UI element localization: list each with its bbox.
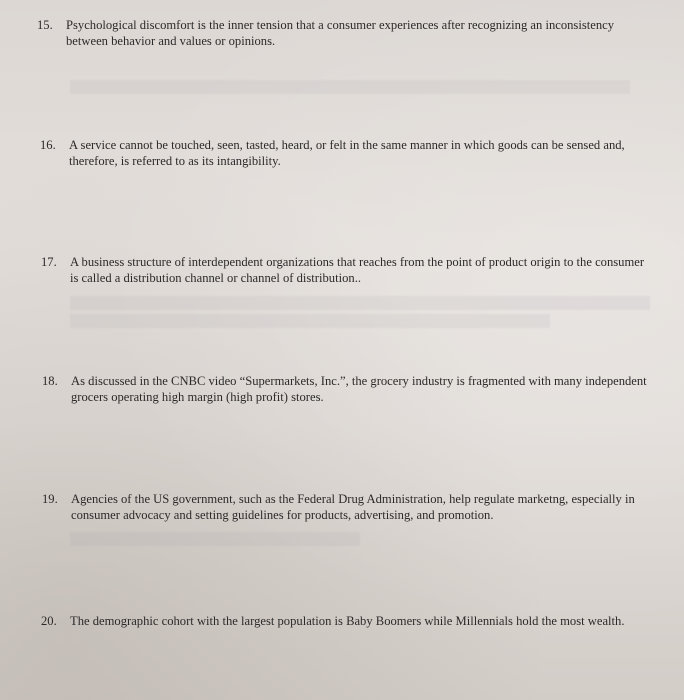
question-text <box>69 137 625 169</box>
question-number: 19. <box>42 492 58 506</box>
show-through-text <box>70 314 550 328</box>
question-number: 15. <box>37 18 53 32</box>
question-line: A business structure of interdependent organizations that reaches from the point of product origin to the consumer <box>70 255 645 269</box>
question-number: 18. <box>42 374 58 388</box>
question-line: The demographic cohort with the largest population is Baby Boomers while Millennials hold the most wealth. <box>70 614 625 628</box>
question-line: A service cannot be touched, seen, tasted, heard, or felt in the same manner in which goods can be sensed and, <box>69 138 625 152</box>
question-number: 17. <box>41 255 57 269</box>
question-line: consumer advocacy and setting guidelines for products, advertising, and promotion. <box>71 508 494 522</box>
question-line: grocers operating high margin (high profit) stores. <box>71 390 324 404</box>
question-text <box>70 613 625 629</box>
question-line: Psychological discomfort is the inner tension that a consumer experiences after recognizing an inconsistency <box>66 18 615 32</box>
question-text <box>70 254 644 286</box>
question-line: therefore, is referred to as its intangibility. <box>69 154 281 168</box>
question-line: is called a distribution channel or channel of distribution.. <box>70 271 361 285</box>
question-line: As discussed in the CNBC video “Supermarkets, Inc.”, the grocery industry is fragmented with many independent <box>71 374 647 388</box>
question-text <box>71 491 635 523</box>
question-text <box>66 17 614 49</box>
question-text <box>71 373 647 405</box>
question-number: 20. <box>41 614 57 628</box>
question-line: Agencies of the US government, such as the Federal Drug Administration, help regulate marketng, especially in <box>71 492 635 506</box>
show-through-text <box>70 80 630 94</box>
show-through-text <box>70 532 360 546</box>
question-number: 16. <box>40 138 56 152</box>
show-through-text <box>70 296 650 310</box>
question-line: between behavior and values or opinions. <box>66 34 276 48</box>
